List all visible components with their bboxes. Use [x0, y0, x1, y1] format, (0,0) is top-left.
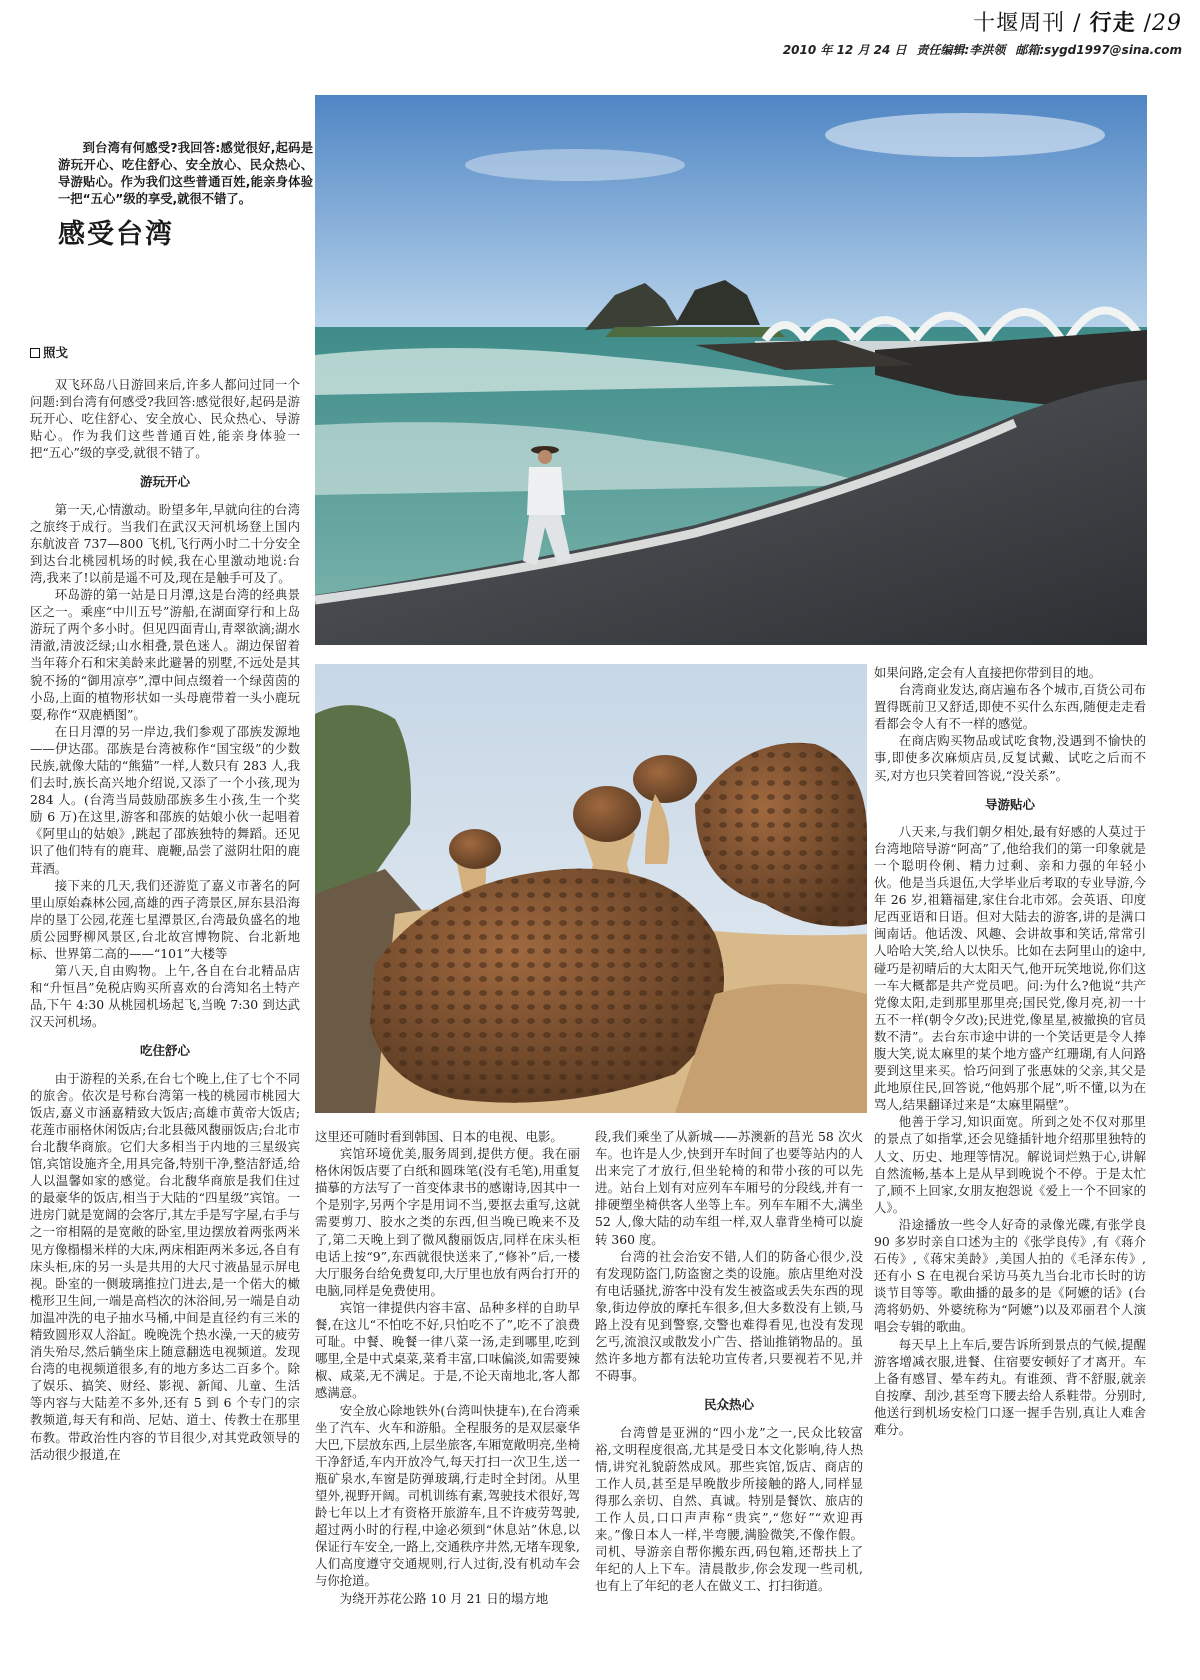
paragraph: 宾馆环境优美,服务周到,提供方便。我在丽格休闲饭店要了白纸和圆珠笔(没有毛笔),用重复描摹的方法写了一首变体隶书的感谢诗,因其中一个是别字,另两个字是用词不当,要抠去重写,这就需要剪刀、胶水之类的东西,但当晚已晚来不及了,第二天晚上到了微风馥丽饭店,同样在床头柜电话上按“9”,东西就很快送来了,“修补”后,一楼大厅服务台给免费复印,大厅里也放有两台打开的电脑,同样是免费使用。: [315, 1146, 580, 1298]
paragraph: 他善于学习,知识面宽。所到之处不仅对那里的景点了如指掌,还会见缝插针地介绍那里独特的人文、历史、地理等情况。解说词烂熟于心,讲解自然流畅,基本上是从早到晚说个不停。于是太忙了,顾不上回家,女朋友抱怨说《爱上一个不回家的人》。: [874, 1114, 1146, 1215]
paragraph: 这里还可随时看到韩国、日本的电视、电影。: [315, 1129, 563, 1144]
paragraph: 安全放心除地铁外(台湾叫快捷车),在台湾乘坐了汽车、火车和游船。全程服务的是双层豪华大巴,下层放东西,上层坐旅客,车厢宽敞明亮,坐椅干净舒适,车内开放冷气,每天打扫一次卫生,送一瓶矿泉水,车窗是防弹玻璃,行走时全封闭。从里望外,视野开阔。司机训练有素,驾驶技术很好,驾龄七年以上才有资格开旅游车,且不许疲劳驾驶,超过两小时的行程,中途必须到“休息站”休息,以保证行车安全,一路上,交通秩序井然,无堵车现象,人们高度遵守交通规则,行人过街,没有机动车会与你抢道。: [315, 1402, 580, 1589]
paragraph: 双飞环岛八日游回来后,许多人都问过同一个问题:到台湾有何感受?我回答:感觉很好,起码是游玩开心、吃住舒心、安全放心、民众热心、导游贴心。作为我们这些普通百姓,能亲身体验一把“五心”级的享受,就很不错了。: [30, 377, 300, 461]
article-title: 感受台湾: [58, 219, 174, 250]
publication-name: 十堰周刊: [973, 11, 1066, 36]
section-heading: 导游贴心: [984, 796, 1035, 812]
author-name: 照戈: [43, 345, 69, 360]
paragraph: 为绕开苏花公路 10 月 21 日的塌方地: [339, 1590, 549, 1606]
article-column-2: [315, 1128, 580, 1672]
section-name: 行走: [1089, 10, 1136, 36]
article-column-3: [595, 1128, 863, 1672]
issue-date: 2010 年 12 月 24 日: [782, 43, 907, 57]
paragraph: 宾馆一律提供内容丰富、品种多样的自助早餐,在这儿“不怕吃不好,只怕吃不了”,吃不了浪费可耻。中餐、晚餐一律八菜一汤,走到哪里,吃到哪里,全是中式桌菜,菜肴丰富,口味偏淡,如需要辣椒、咸菜,无不满足。于是,不论天南地北,客人都感满意。: [315, 1299, 580, 1401]
paragraph: 第一天,心情激动。盼望多年,早就向往的台湾之旅终于成行。当我们在武汉天河机场登上国内东航波音 737—800 飞机,飞行两小时二十分安全到达台北桃园机场的时候,我在心里激动地说:台湾,我来了!以前是遥不可及,现在是触手可及了。: [30, 501, 300, 585]
paragraph: 段,我们乘坐了从新城——苏澳新的莒光 58 次火车。也许是人少,快到开车时间了也要等站内的人出来完了才放行,但坐轮椅的和带小孩的可以先进。站台上划有对应列车车厢号的分段线,并有一排硬塑坐椅供客人坐等上车。列车车厢不大,满坐 52 人,像大陆的动车组一样,双人靠背坐椅可以旋转 360 度。: [595, 1129, 863, 1247]
paragraph: 在商店购买物品或试吃食物,没遇到不愉快的事,即使多次麻烦店员,反复试戴、试吃之后而不买,对方也只笑着回答说,“没关系”。: [874, 733, 1146, 783]
rock-formation-illustration: [315, 664, 867, 1113]
paragraph: 台湾的社会治安不错,人们的防备心很少,没有发现防盗门,防盗窗之类的设施。旅店里绝对没有电话骚扰,游客中没有发生被盗或丢失东西的现象,街边停放的摩托车很多,但大多数没有上锁,马路上没有见到警察,交警也难得看见,也没有发现乞丐,流浪汉或散发小广告、搭讪推销物品的。虽然许多地方都有法轮功宣传者,只要视若不见,并不碍事。: [595, 1248, 863, 1384]
photo-mushroom-rocks: [315, 664, 867, 1113]
coastal-scene-illustration: [315, 95, 1147, 645]
paragraph: 八天来,与我们朝夕相处,最有好感的人莫过于台湾地陪导游“阿高”了,他给我们的第一印象就是一个聪明伶俐、精力过剩、亲和力强的年轻小伙。他是当兵退伍,大学毕业后考取的专业导游,今年 26 岁,祖籍福建,家住台北市郊。会英语、印度尼西亚语和日语。但对大陆去的游客,讲的是满口闽南话。他话泼、风趣、会讲故事和笑话,常常引人哈哈大笑,给人以快乐。比如在去阿里山的途中,碰巧是初晴后的大太阳天气,他开玩笑地说,你们这一车大概都是共产党员吧。问:为什么?他说“共产党像太阳,走到那里那里亮;国民党,像月亮,初一十五不一样(朝令夕改);民进党,像星星,被撤换的官员数不清”。去台东市途中讲的一个笑话更是令人捧腹大笑,说太麻里的某个地方盛产红珊瑚,有人问路要到这里来买。恰巧问到了张惠妹的父亲,其父是此地原住民,回答说,“他妈那个屁”,听不懂,以为在骂人,结果翻译过来是“太麻里隔壁”。: [874, 823, 1146, 1113]
masthead-meta: [773, 41, 1182, 58]
paragraph: 第八天,自由购物。上午,各自在台北精品店和“升恒昌”免税店购买所喜欢的台湾知名土特产品,下午 4:30 从桃园机场起飞,当晚 7:30 到达武汉天河机场。: [30, 963, 300, 1030]
article-column-1: [30, 376, 300, 1672]
editor-email: 邮箱:sygd1997@sina.com: [1015, 43, 1182, 57]
article-lead: 到台湾有何感受?我回答:感觉很好,起码是游玩开心、吃住舒心、安全放心、民众热心、导游贴心。作为我们这些普通百姓,能亲身体验一把“五心”级的享受,就很不错了。: [58, 141, 313, 206]
section-heading: 民众热心: [703, 1397, 754, 1413]
editor-credit: 责任编辑:李洪领: [916, 43, 1006, 57]
paragraph: 如果问路,定会有人直接把你带到目的地。: [874, 665, 1101, 680]
article-byline: [30, 343, 68, 361]
masthead: [773, 6, 1182, 58]
paragraph: 沿途播放一些令人好奇的录像光碟,有张学良 90 多岁时亲自口述为主的《张学良传》,有《蒋介石传》,《蒋宋美龄》,美国人拍的《毛泽东传》,还有小 S 在电视台采访马英九当台北市长时的访谈节目等等。歌曲播的最多的是《阿嬷的话》(台湾将奶奶、外婆统称为“阿嬷”)以及邓丽君个人演唱会专辑的歌曲。: [874, 1216, 1146, 1335]
paragraph: 台湾曾是亚洲的“四小龙”之一,民众比较富裕,文明程度很高,尤其是受日本文化影响,待人热情,讲究礼貌蔚然成风。那些宾馆,饭店、商店的工作人员,甚至是早晚散步所接触的路人,同样显得那么亲切、自然、真诚。特别是餐饮、旅店的工作人员,口口声声称“贵宾”,“您好”“欢迎再来。”像日本人一样,半弯腰,满脸微笑,不像作假。司机、导游亲自帮你搬东西,码包箱,还帮扶上了年纪的人上下车。清晨散步,你会发现一些司机,也有上了年纪的老人在做义工、打扫街道。: [595, 1424, 863, 1594]
paragraph: 环岛游的第一站是日月潭,这是台湾的经典景区之一。乘座“中川五号”游船,在湖面穿行和上岛游玩了两个多小时。但见四面青山,青翠欲滴;湖水清澈,清波泛绿;山水相叠,景色迷人。湖边保留着当年蒋介石和宋美龄来此避暑的别墅,不远处是其貌不扬的“御用凉亭”,潭中间点缀着一个绿茵茵的小岛,上面的植物形状如一头母鹿带着一头小鹿玩耍,称作“双鹿栖图”。: [30, 587, 300, 722]
page-number: 29: [1152, 11, 1182, 36]
masthead-title: 十堰周刊 / 行走 /29: [973, 10, 1182, 36]
article-column-4: [874, 664, 1146, 1672]
section-heading: 吃住舒心: [139, 1043, 190, 1059]
photo-coastal-arch-bridge: [315, 95, 1147, 645]
section-heading: 游玩开心: [139, 474, 190, 490]
paragraph: 台湾商业发达,商店遍布各个城市,百货公司布置得既前卫又舒适,即使不买什么东西,随便走走看看都会令人有不一样的感觉。: [874, 682, 1146, 732]
paragraph: 在日月潭的另一岸边,我们参观了邵族发源地——伊达邵。邵族是台湾被称作“国宝级”的少数民族,就像大陆的“熊猫”一样,人数只有 283 人,我们去时,族长高兴地介绍说,又添了一个小孩,现为 284 人。(台湾当局鼓励邵族多生小孩,生一个奖励 6 万)在这里,游客和邵族的姑娘小伙一起唱着《阿里山的姑娘》,跳起了邵族独特的舞蹈。还见识了他们特有的鹿茸、鹿鞭,品尝了滋阴壮阳的鹿茸酒。: [30, 723, 300, 876]
paragraph: 由于游程的关系,在台七个晚上,住了七个不同的旅舍。依次是号称台湾第一栈的桃园市桃园大饭店,嘉义市涵嘉精致大饭店;高雄市黄帝大饭店;花莲市丽格休闲饭店;台北县薇风馥丽饭店;台北市台北馥华商旅。它们大多相当于内地的三星级宾馆,宾馆设施齐全,用具完备,特别干净,整洁舒适,给人以温馨如家的感觉。台北馥华商旅是我们住过的最豪华的饭店,相当于大陆的“四星级”宾馆。一进房门就是宽阔的会客厅,其左手是写字屋,右手与之一帘相隔的是宽敞的卧室,里边摆放着两张两米见方像榻榻米样的大床,两床相距两米多远,各自有床头柜,床的另一头是共用的大尺寸液晶显示屏电视。卧室的一侧玻璃推拉门进去,是一个偌大的橄榄形卫生间,一端是高档次的沐浴间,另一端是自动加温冲洗的电子抽水马桶,中间是直径约有三米的精致圆形双人浴缸。晚晚洗个热水澡,一天的疲劳消失殆尽,然后躺坐床上随意翻选电视频道。发现台湾的电视频道很多,有的地方多达二百多个。除了娱乐、搞笑、财经、影视、新闻、儿童、生活等内容与大陆差不多外,还有 5 到 6 个专门的宗教频道,每天有和尚、尼姑、道士、传教士在那里布教。带政治性内容的节目很少,对其党政领导的活动很少报道,在: [30, 1070, 300, 1462]
byline-box-icon: [30, 348, 40, 358]
paragraph: 每天早上上车后,要告诉所到景点的气候,提醒游客增减衣服,进餐、住宿要安顿好了才离开。车上备有感冒、晕车药丸。有谁颈、背不舒服,就亲自按摩、刮沙,甚至弯下腰去给人系鞋带。分别时,他送行到机场安检门口逐一握手告别,真让人难舍难分。: [874, 1336, 1146, 1438]
paragraph: 接下来的几天,我们还游览了嘉义市著名的阿里山原始森林公园,高雄的西子湾景区,屏东县沿海岸的垦丁公园,花莲七星潭景区,台湾最负盛名的地质公园野柳风景区,台北故宫博物院、台北新地标、世界第二高的——“101”大楼等: [30, 877, 300, 961]
